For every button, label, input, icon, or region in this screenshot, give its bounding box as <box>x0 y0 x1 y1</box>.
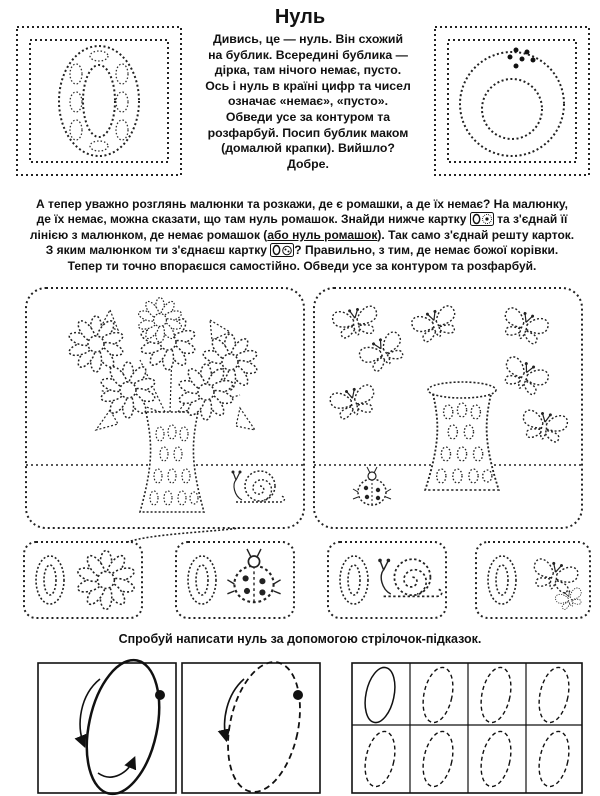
practice-area[interactable] <box>0 655 600 796</box>
card-digit: 0 <box>22 540 23 541</box>
card-digit: 0 <box>326 540 327 541</box>
snail-icon <box>378 559 442 597</box>
card-zero-butterfly[interactable] <box>474 540 592 620</box>
practice-caption: Спробуй написати нуль за допомогою стрілочок-підказок. <box>118 632 482 646</box>
card-digit: 0 <box>474 540 475 541</box>
intro-text: Дивись, це — нуль. Він схожий на бублик. Всередині бублика — дірка, там нічого немає, пусто. Ось і нуль в країні цифр та чисел означає «немає», «пусто». Обведи усе за контуром та розфарбуй. Посип бублик маком (домалюй крапки). Вийшло? Добре. <box>205 32 411 171</box>
ladybug-icon <box>227 549 280 602</box>
ladybug-picture <box>353 467 391 505</box>
flower-icon <box>76 551 135 610</box>
zero-flower-card-icon <box>470 212 494 226</box>
practice-grid <box>352 663 582 793</box>
flower-vase-picture <box>68 298 259 512</box>
card-zero-snail[interactable] <box>326 540 448 620</box>
butterfly-icon <box>530 557 580 595</box>
card-zero-flower[interactable] <box>22 540 144 620</box>
card-zero-ladybug[interactable] <box>174 540 296 620</box>
page-title: Нуль <box>274 6 326 28</box>
empty-vase-picture <box>425 390 499 490</box>
zero-tracing-card[interactable] <box>14 24 184 178</box>
snail-picture <box>232 471 285 503</box>
card-digit: 0 <box>174 540 175 541</box>
zero-ladybug-card-icon <box>270 243 294 257</box>
bagel-tracing-card[interactable] <box>432 24 592 178</box>
instruction-text: А тепер уважно розглянь малюнки та розкажи, де є ромашки, а де їх немає? На малюнку, де їх немає, можна сказати, що там нуль ромашок. Знайди нижче картку та з'єднай її лінією з малюнком, де немає ромашок (або нуль ромашок). Так само з'єднай решту карток. З яким малюнком ти з'єднаєш картку ? Правильно, з тим, де немає божої корівки. Тепер ти точно впораєшся самостійно. Обведи усе за контуром та розфарбуй. <box>29 197 575 273</box>
